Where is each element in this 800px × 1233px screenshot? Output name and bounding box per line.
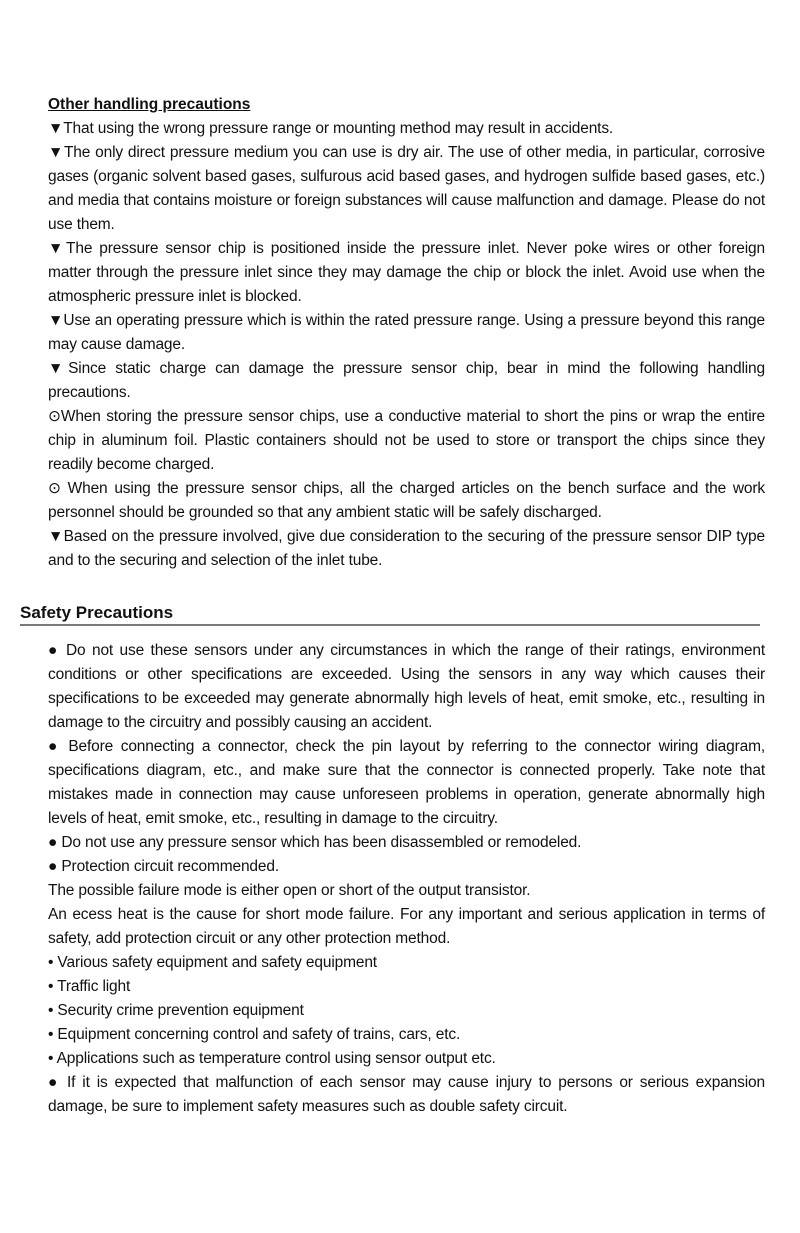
application-list-item: • Various safety equipment and safety equipment: [48, 954, 377, 971]
precaution-item: ▼The pressure sensor chip is positioned inside the pressure inlet. Never poke wires or other foreign matter through the pressure inlet since they may damage the chip or block the inlet. Avoid use when the atmospheric pressure inlet is blocked.: [48, 240, 765, 305]
precaution-item: ▼Since static charge can damage the pressure sensor chip, bear in mind the following handling precautions.: [48, 360, 765, 401]
application-list-item: • Equipment concerning control and safety of trains, cars, etc.: [48, 1026, 461, 1043]
safety-item: ● Do not use any pressure sensor which has been disassembled or remodeled.: [48, 834, 582, 851]
safety-item: ● Do not use these sensors under any circumstances in which the range of their ratings, environment conditions or other specifications are exceeded. Using the sensors in any way which causes their specifications to be exceeded may generate abnormally high levels of heat, emit smoke, etc., resulting in damage to the circuitry and possibly causing an accident.: [48, 642, 765, 731]
precaution-item: ▼The only direct pressure medium you can use is dry air. The use of other media, in particular, corrosive gases (organic solvent based gases, sulfurous acid based gases, and hydrogen sulfide based gases, etc.) and media that contains moisture or foreign substances will cause malfunction and damage. Please do not use them.: [48, 144, 765, 233]
static-precaution-item: ⊙When storing the pressure sensor chips, use a conductive material to short the pins or wrap the entire chip in aluminum foil. Plastic containers should not be used to store or transport the chips since they readily become charged.: [48, 408, 765, 473]
other-handling-precautions-section: [48, 93, 765, 573]
safety-note: An ecess heat is the cause for short mode failure. For any important and serious application in terms of safety, add protection circuit or any other protection method.: [48, 906, 765, 947]
safety-note: The possible failure mode is either open or short of the output transistor.: [48, 882, 531, 899]
safety-item: ● Before connecting a connector, check the pin layout by referring to the connector wiring diagram, specifications diagram, etc., and make sure that the connector is connected properly. Take note that mistakes made in connection may cause unforeseen problems in operation, generate abnormally high levels of heat, emit smoke, etc., resulting in damage to the circuitry.: [48, 738, 765, 827]
safety-precautions-section: [48, 639, 765, 1119]
application-list-item: • Applications such as temperature control using sensor output etc.: [48, 1050, 496, 1067]
safety-precautions-heading: Safety Precautions: [20, 602, 760, 626]
application-list-item: • Traffic light: [48, 978, 131, 995]
precaution-item: ▼That using the wrong pressure range or mounting method may result in accidents.: [48, 120, 614, 137]
section-heading: Other handling precautions: [48, 96, 251, 113]
precaution-item: ▼Based on the pressure involved, give due consideration to the securing of the pressure sensor DIP type and to the securing and selection of the inlet tube.: [48, 528, 765, 569]
application-list-item: • Security crime prevention equipment: [48, 1002, 304, 1019]
precaution-item: ▼Use an operating pressure which is within the rated pressure range. Using a pressure beyond this range may cause damage.: [48, 312, 765, 353]
safety-item: ● Protection circuit recommended.: [48, 858, 279, 875]
safety-item: ● If it is expected that malfunction of each sensor may cause injury to persons or serious expansion damage, be sure to implement safety measures such as double safety circuit.: [48, 1074, 765, 1115]
static-precaution-item: ⊙ When using the pressure sensor chips, all the charged articles on the bench surface and the work personnel should be grounded so that any ambient static will be safely discharged.: [48, 480, 765, 521]
